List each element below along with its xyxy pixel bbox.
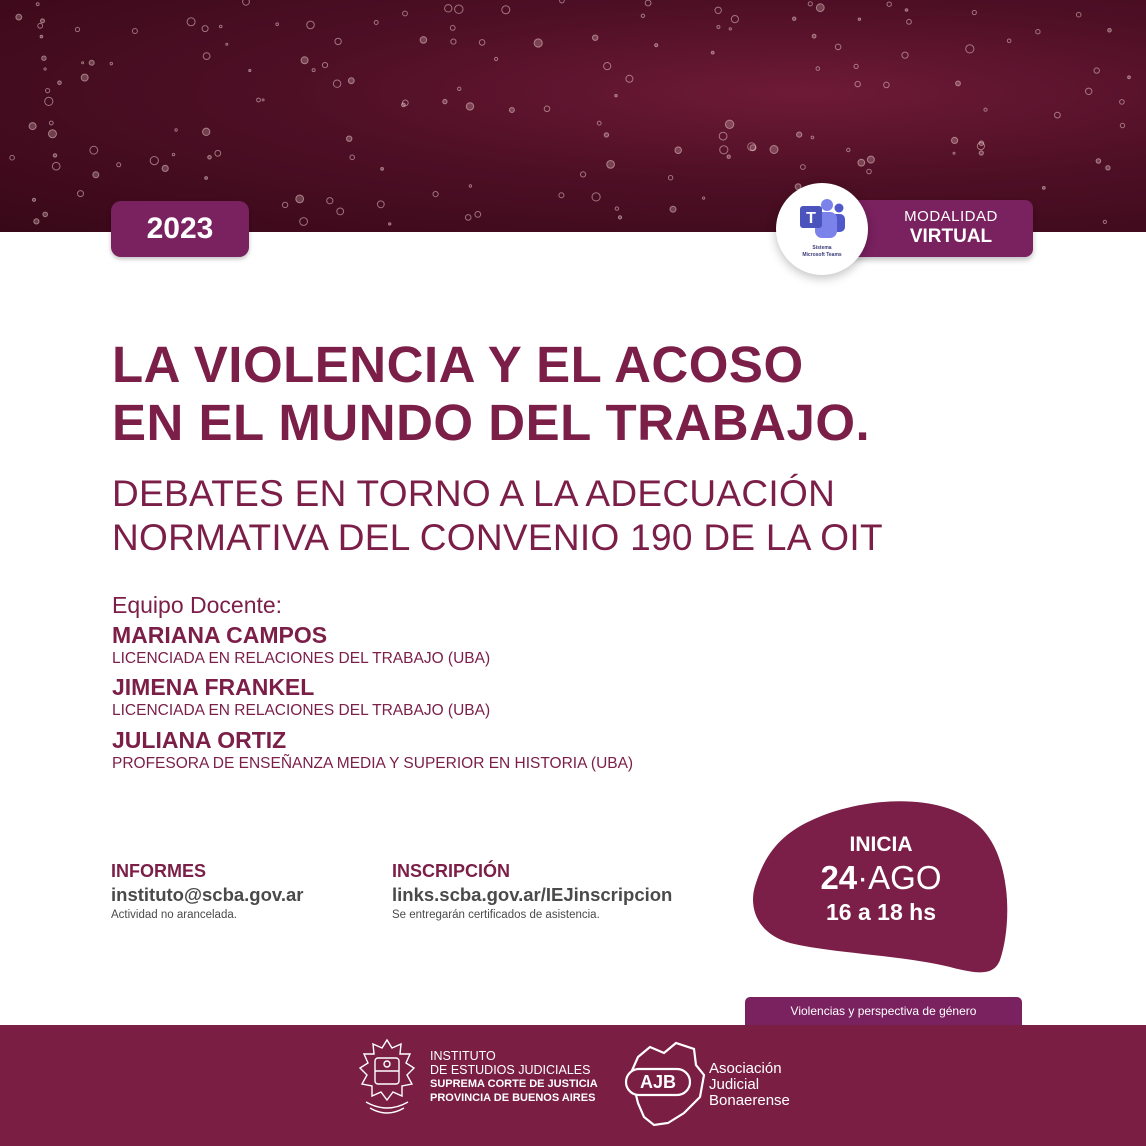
bubble <box>203 128 210 135</box>
bubble <box>953 152 955 154</box>
bubble <box>801 165 806 170</box>
institute-name <box>430 1049 598 1105</box>
subtitle-line-2: NORMATIVA DEL CONVENIO 190 DE LA OIT <box>112 517 883 558</box>
bubble <box>29 123 36 130</box>
footer <box>0 1025 1146 1146</box>
bubble <box>855 81 860 86</box>
bubble <box>450 26 455 31</box>
bubble <box>1103 220 1106 223</box>
bubble <box>282 202 287 207</box>
bubble <box>469 185 471 187</box>
bubble <box>727 155 730 158</box>
inscripcion-link[interactable]: links.scba.gov.ar/IEJinscripcion <box>392 884 673 905</box>
category-tag: Violencias y perspectiva de género <box>745 997 1022 1026</box>
bubble <box>1055 112 1061 118</box>
bubble <box>479 40 485 46</box>
bubble <box>81 74 88 81</box>
bubble <box>451 39 456 44</box>
bubble <box>1076 12 1081 17</box>
bubble <box>162 165 168 171</box>
bubble <box>1094 68 1099 73</box>
court-seal-icon <box>356 1038 418 1118</box>
start-day: 24 <box>820 859 858 896</box>
bubble <box>374 21 378 25</box>
bubble <box>202 26 208 32</box>
bubble <box>956 81 961 86</box>
bubbles-decoration <box>0 0 1146 232</box>
member-name-1: MARIANA CAMPOS <box>112 622 328 648</box>
bubble <box>205 177 208 180</box>
bubble <box>322 63 327 68</box>
bubble <box>615 207 618 210</box>
bubble <box>276 23 279 26</box>
bubble <box>534 39 542 47</box>
bubble <box>816 4 824 12</box>
bubble <box>40 35 43 38</box>
bubble <box>731 16 738 23</box>
bubble <box>867 169 872 174</box>
bubble <box>208 156 212 160</box>
inst-line-2: DE ESTUDIOS JUDICIALES <box>430 1063 591 1077</box>
bubble <box>219 25 222 28</box>
bubble <box>377 201 384 208</box>
bubble <box>172 153 174 155</box>
bubble <box>175 129 177 131</box>
bubble <box>559 193 564 198</box>
bubble <box>641 14 644 17</box>
bubble <box>907 19 912 24</box>
bubble <box>53 154 56 157</box>
bubble <box>884 82 890 88</box>
informes-email-link[interactable]: instituto@scba.gov.ar <box>111 884 304 905</box>
bubble <box>593 35 598 40</box>
bubble <box>618 216 621 219</box>
ajb-name <box>709 1061 790 1109</box>
bubble <box>312 69 315 72</box>
modality-value: VIRTUAL <box>909 226 993 247</box>
bubble <box>93 172 99 178</box>
bubble <box>215 150 221 156</box>
inscripcion-title: INSCRIPCIÓN <box>392 861 511 881</box>
subtitle-line-1: DEBATES EN TORNO A LA ADECUACIÓN <box>112 473 836 514</box>
member-name-2: JIMENA FRANKEL <box>112 674 315 700</box>
bubble <box>645 0 651 6</box>
bubble <box>972 10 976 14</box>
bubble <box>966 45 974 53</box>
year-badge: 2023 <box>111 201 249 257</box>
bubble <box>711 51 714 54</box>
bubble <box>42 56 46 60</box>
bubble <box>403 11 408 16</box>
bubble <box>89 60 94 65</box>
bubble <box>984 108 987 111</box>
bubble <box>675 147 682 154</box>
bubble <box>117 163 121 167</box>
bubble <box>455 5 463 13</box>
subtitle <box>112 472 883 560</box>
bubble <box>581 172 586 177</box>
bubble <box>604 63 611 70</box>
bubble <box>1086 88 1092 94</box>
bubble <box>905 9 908 12</box>
bubble <box>847 148 850 151</box>
bubble <box>854 64 858 68</box>
bubble <box>10 155 15 160</box>
bubble <box>717 26 720 29</box>
start-month: AGO <box>868 859 942 896</box>
bubble <box>668 176 672 180</box>
bubble <box>301 57 308 64</box>
bubble <box>90 146 98 154</box>
start-label: INICIA <box>849 833 913 856</box>
bubble <box>808 2 812 6</box>
bubble <box>38 23 43 28</box>
bubble <box>1106 166 1110 170</box>
start-date <box>750 859 1012 897</box>
bubble <box>729 28 731 30</box>
bubble <box>560 0 565 3</box>
member-role-1: LICENCIADA EN RELACIONES DEL TRABAJO (UBA) <box>112 650 491 667</box>
bubble <box>389 223 391 225</box>
bubble <box>257 98 261 102</box>
bubble <box>1042 187 1045 190</box>
member-role-3: PROFESORA DE ENSEÑANZA MEDIA Y SUPERIOR EN HISTORIA (UBA) <box>112 755 634 772</box>
bubble <box>1036 30 1040 34</box>
bubble <box>32 198 35 201</box>
svg-text:T: T <box>806 210 816 227</box>
bubble <box>465 215 471 221</box>
bubble <box>812 34 816 38</box>
bubble <box>902 52 908 58</box>
bubble <box>46 89 50 93</box>
bubble <box>703 197 705 199</box>
bubble <box>655 44 658 47</box>
bubble <box>1007 39 1011 43</box>
bubble <box>858 159 865 166</box>
ajb-line-2: Judicial <box>709 1076 760 1093</box>
bubble <box>502 6 510 14</box>
bubble <box>1108 29 1112 33</box>
bubble <box>979 151 983 155</box>
bubble <box>262 99 264 101</box>
bubble <box>445 5 452 12</box>
bubble <box>420 37 427 44</box>
teams-caption-2: Microsoft Teams <box>802 252 842 258</box>
teams-caption-1: Sistema <box>812 245 832 251</box>
bubble <box>132 29 137 34</box>
start-separator: · <box>857 859 869 896</box>
bubble <box>36 3 39 6</box>
bubble <box>43 212 48 217</box>
header-banner <box>0 0 1146 232</box>
bubble <box>495 57 498 60</box>
bubble <box>725 120 733 128</box>
bubble <box>187 18 195 26</box>
bubble <box>797 132 802 137</box>
bubble <box>1120 100 1125 105</box>
teams-badge <box>776 183 868 275</box>
bubble <box>458 87 461 90</box>
bubble <box>337 208 344 215</box>
bubble <box>433 192 438 197</box>
bubble <box>466 103 473 110</box>
bubble <box>58 81 62 85</box>
inst-line-4: PROVINCIA DE BUENOS AIRES <box>430 1092 596 1104</box>
ajb-line-3: Bonaerense <box>709 1092 790 1109</box>
bubble <box>604 133 608 137</box>
bubble <box>475 212 481 218</box>
ajb-abbr: AJB <box>639 1072 677 1092</box>
inst-line-3: SUPREMA CORTE DE JUSTICIA <box>430 1078 598 1090</box>
bubble <box>243 0 250 5</box>
bubble <box>333 80 340 87</box>
bubble <box>835 44 841 50</box>
bubble <box>78 191 84 197</box>
bubble <box>348 78 354 84</box>
modality-label: MODALIDAD <box>904 208 998 225</box>
bubble <box>82 62 84 64</box>
bubble <box>52 162 60 170</box>
bubble <box>296 195 304 203</box>
team-label: Equipo Docente: <box>112 592 283 618</box>
microsoft-teams-icon <box>797 197 847 243</box>
informes-note: Actividad no arancelada. <box>111 909 237 921</box>
bubble <box>793 17 796 20</box>
bubble <box>44 68 46 70</box>
bubble <box>110 62 112 64</box>
bubble <box>597 121 601 125</box>
bubble <box>607 161 615 169</box>
bubble <box>41 19 45 23</box>
title-line-2: EN EL MUNDO DEL TRABAJO. <box>112 394 871 451</box>
bubble <box>715 7 721 13</box>
bubble <box>670 206 676 212</box>
bubble <box>249 69 251 71</box>
ajb-line-1: Asociación <box>709 1060 782 1077</box>
bubble <box>203 53 210 60</box>
informes-title: INFORMES <box>111 861 207 881</box>
start-date-badge <box>750 795 1012 975</box>
bubble <box>1096 159 1101 164</box>
bubble <box>226 43 228 45</box>
bubble <box>34 219 39 224</box>
bubble <box>335 38 341 44</box>
bubble <box>45 97 53 105</box>
bubble <box>592 193 600 201</box>
bubble <box>381 168 384 171</box>
bubble <box>770 146 778 154</box>
member-name-3: JULIANA ORTIZ <box>112 727 287 753</box>
bubble <box>443 99 447 103</box>
bubble <box>16 14 22 20</box>
inst-line-1: INSTITUTO <box>430 1049 496 1063</box>
bubble <box>720 146 728 154</box>
bubble <box>350 155 355 160</box>
bubble <box>867 156 874 163</box>
bubble <box>615 94 617 96</box>
ajb-logo-icon <box>624 1035 708 1131</box>
bubble <box>544 106 550 112</box>
title-line-1: LA VIOLENCIA Y EL ACOSO <box>112 336 804 393</box>
start-time: 16 a 18 hs <box>826 899 936 925</box>
bubble <box>49 130 57 138</box>
bubble <box>858 18 860 20</box>
bubble <box>347 136 352 141</box>
bubble <box>1128 76 1131 79</box>
bubble <box>307 21 315 29</box>
inscripcion-note: Se entregarán certificados de asistencia. <box>392 909 600 921</box>
bubble <box>327 198 333 204</box>
bubble <box>75 27 79 31</box>
bubble <box>1120 123 1124 127</box>
bubble <box>150 157 158 165</box>
bubble <box>887 2 891 6</box>
member-role-2: LICENCIADA EN RELACIONES DEL TRABAJO (UBA) <box>112 702 491 719</box>
bubble <box>816 67 820 71</box>
bubble <box>509 108 514 113</box>
bubble <box>811 136 814 139</box>
bubble <box>952 137 958 143</box>
bubble <box>300 218 308 226</box>
bubble <box>626 75 633 82</box>
main-title <box>112 336 870 452</box>
bubble <box>49 121 53 125</box>
bubble <box>719 132 727 140</box>
